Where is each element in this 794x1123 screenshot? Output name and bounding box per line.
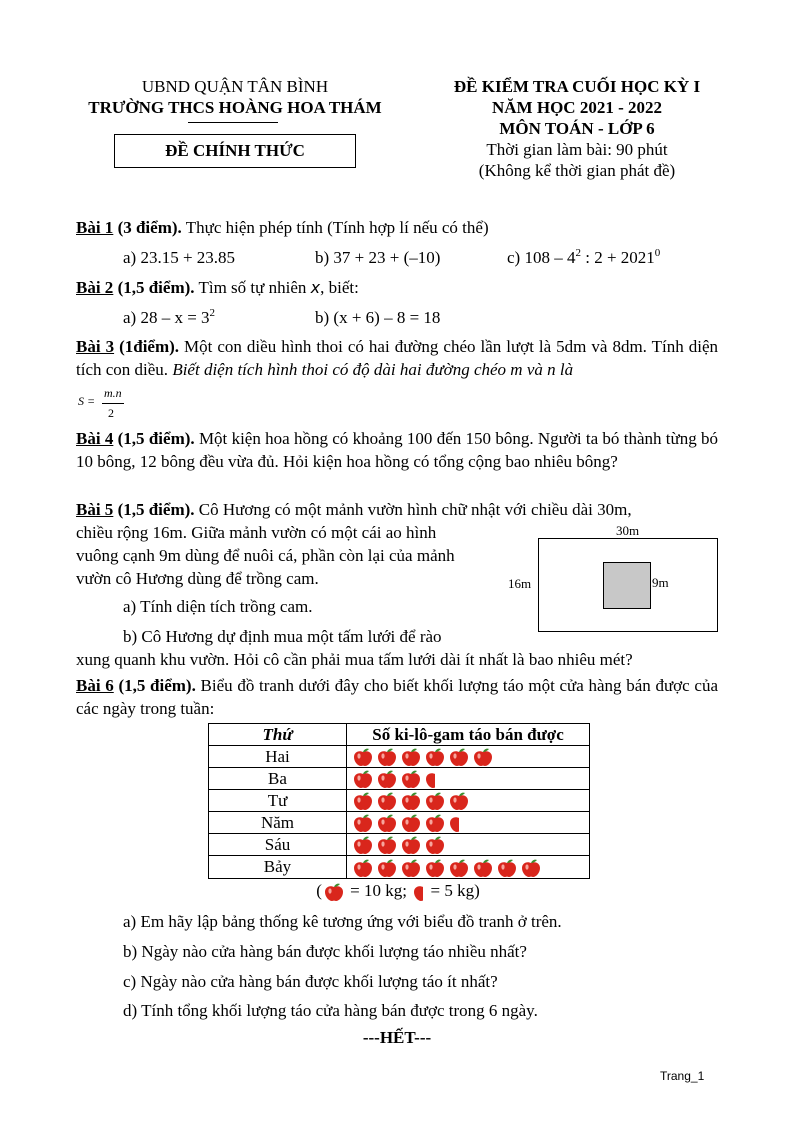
bai4-text: Một kiện hoa hồng có khoảng 100 đến 150 bông. Người ta bó thành từng bó 10 bông, 12 bông đều vừa đủ. Hỏi kiện hoa hồng có tổng cộng bao nhiêu bông? [76,429,719,471]
bai6-paragraph [76,674,718,720]
bai2-points: (1,5 điểm). [113,278,195,297]
school-header [80,76,390,118]
apple-icon [353,791,373,811]
bai2-var: x [310,278,321,297]
header-pictures: Số ki-lô-gam táo bán được [347,724,590,746]
apple-cell [347,768,590,790]
formula-denominator: 2 [108,406,114,420]
pond-square [603,562,651,609]
bai3-text: Một con diều hình thoi có hai đường chéo lần lượt là 5dm và 8dm. Tính diện tích con diều. [76,337,719,379]
formula-s: S = [78,394,96,408]
bai2-label: Bài 2 [76,278,114,297]
rhombus-area-formula [76,386,166,426]
apple-icon [401,791,421,811]
school-name: TRƯỜNG THCS HOÀNG HOA THÁM [88,98,382,117]
bai6-question-d: d) Tính tổng khối lượng táo cửa hàng bán được trong 6 ngày. [123,1001,538,1020]
bai6-points: (1,5 điểm). [113,676,196,695]
bai2-text2: , biết: [320,278,359,297]
exam-title: ĐỀ KIỂM TRA CUỐI HỌC KỲ I [453,77,701,96]
apple-icon [425,747,445,767]
page-number: Trang_1 [660,1069,705,1083]
legend-full-apple-icon [322,881,346,900]
table-row [209,790,590,812]
bai3-hint: Biết diện tích hình thoi có độ dài hai đường chéo m và n là [172,360,574,379]
bai1-b: b) 37 + 23 + (–10) [315,248,441,267]
bai5-question-a: a) Tính diện tích trồng cam. [123,597,313,616]
day-cell: Sáu [209,834,347,856]
day-cell: Bảy [209,856,347,878]
table-row [209,856,590,878]
apple-icon [353,813,373,833]
bai5-text1: Cô Hương có một mảnh vườn hình chữ nhật với chiều dài 30m, [194,500,632,519]
bai1-a: a) 23.15 + 23.85 [123,248,236,267]
bai5-line1 [76,498,718,521]
bai1-c: c) $108 - 4^2$ : $2 + 2021^0$ [507,247,661,267]
legend-half-apple-icon [411,881,426,900]
apple-icon [473,858,493,878]
apple-cell [347,746,590,768]
apple-cell [347,790,590,812]
table-row [209,746,590,768]
garden-width-label: 16m [508,576,532,591]
apple-pictograph-table [208,723,590,879]
bai2-a: a) $28 - x = 3^2$ [123,307,216,327]
apple-icon [425,813,445,833]
apple-icon [377,858,397,878]
bai5-question-b-cont: xung quanh khu vườn. Hỏi cô cần phải mua tấm lưới dài ít nhất là bao nhiêu mét? [76,650,633,669]
apple-icon [377,747,397,767]
bai6-question-b: b) Ngày nào cửa hàng bán được khối lượng táo nhiều nhất? [123,942,527,961]
apple-icon [377,769,397,789]
apple-icon [449,791,469,811]
apple-icon [353,858,373,878]
bai2-text: Tìm số tự nhiên [194,278,311,297]
bai1-label: Bài 1 [76,218,114,237]
table-row [209,812,590,834]
legend-full-value: = 10 kg; [345,881,407,900]
bai5-line3: vuông cạnh 9m dùng để nuôi cá, phần còn lại của mảnh [76,546,455,565]
bai6-text: Biểu đồ tranh dưới đây cho biết khối lượng táo một cửa hàng bán được của các ngày trong tuần: [76,676,718,718]
apple-cell [347,812,590,834]
bai4-label: Bài 4 [76,429,114,448]
apple-icon [324,882,344,902]
header-day: Thứ [209,724,347,746]
bai3-paragraph [76,335,718,381]
apple-icon [401,858,421,878]
apple-icon [377,791,397,811]
bai5-line2: chiều rộng 16m. Giữa mảnh vườn có một cái ao hình [76,523,437,542]
table-header-row [209,724,590,746]
school-year: NĂM HỌC 2021 - 2022 [492,98,662,117]
bai1-points: (3 điểm). [113,218,182,237]
bai1-text: Thực hiện phép tính (Tính hợp lí nếu có thể) [181,218,489,237]
bai5-line4: vườn cô Hương dùng để trồng cam. [76,569,319,588]
formula-fraction-bar [102,403,124,404]
apple-icon [449,858,469,878]
bai2-b: b) (x + 6) – 8 = 18 [315,308,441,327]
half-apple-icon [413,882,424,902]
garden-length-label: 30m [616,523,640,538]
day-cell: Ba [209,768,347,790]
pond-side-label: 9m [652,575,669,590]
bai6-label: Bài 6 [76,676,114,695]
apple-cell [347,856,590,878]
apple-icon [473,747,493,767]
half-apple-icon [449,813,460,833]
bai3-points: (1điểm). [114,337,180,356]
apple-icon [377,813,397,833]
legend-half-value: = 5 kg) [426,881,480,900]
apple-icon [353,835,373,855]
apple-icon [353,747,373,767]
bai2-heading [76,276,718,299]
official-stamp: ĐỀ CHÍNH THỨC [114,134,356,168]
apple-icon [425,858,445,878]
table-row [209,768,590,790]
day-cell: Tư [209,790,347,812]
legend-open-paren: ( [316,881,322,900]
formula-numerator: m.n [104,386,122,400]
bai5-question-b: b) Cô Hương dự định mua một tấm lưới để rào [123,627,442,646]
duration: Thời gian làm bài: 90 phút [486,140,668,159]
day-cell: Năm [209,812,347,834]
bai3-label: Bài 3 [76,337,115,356]
apple-cell [347,834,590,856]
apple-icon [353,769,373,789]
bai6-question-a: a) Em hãy lập bảng thống kê tương ứng với biểu đồ tranh ở trên. [123,912,562,931]
table-row [209,834,590,856]
apple-icon [401,835,421,855]
apple-icon [521,858,541,878]
apple-icon [401,747,421,767]
end-marker: ---HẾT--- [362,1028,432,1047]
duration-note: (Không kể thời gian phát đề) [478,161,676,180]
pictograph-legend [208,880,588,902]
apple-icon [425,791,445,811]
garden-figure [504,520,726,636]
apple-icon [401,813,421,833]
header-divider [188,122,278,123]
apple-icon [401,769,421,789]
apple-icon [425,835,445,855]
apple-icon [497,858,517,878]
bai4-paragraph [76,427,718,473]
bai5-label: Bài 5 [76,500,114,519]
apple-icon [377,835,397,855]
day-cell: Hai [209,746,347,768]
bai4-points: (1,5 điểm). [113,429,195,448]
apple-icon [449,747,469,767]
district-name: UBND QUẬN TÂN BÌNH [141,77,329,96]
half-apple-icon [425,769,436,789]
bai1-heading [76,216,718,239]
bai5-points: (1,5 điểm). [113,500,195,519]
bai6-question-c: c) Ngày nào cửa hàng bán được khối lượng táo ít nhất? [123,972,498,991]
exam-header [424,76,730,181]
subject: MÔN TOÁN - LỚP 6 [499,119,655,138]
